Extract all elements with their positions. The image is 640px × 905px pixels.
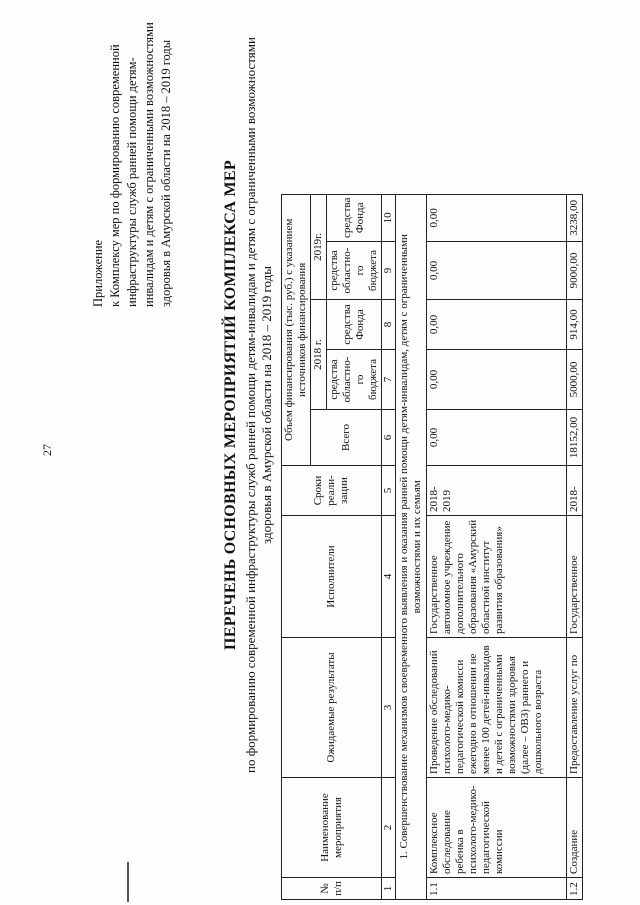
header-2018-regional: средства областно-го бюджета xyxy=(327,350,382,410)
row-2019-regional: 0,00 xyxy=(427,242,567,300)
document-subtitle: по формированию современной инфраструктуры служб ранней помощи детям-инвалидам и детям с ограниченными возможностями здоровья в Амурской области на 2018 – 2019 годы xyxy=(243,37,274,773)
appendix-text: к Комплексу мер по формированию современной инфраструктуры служб ранней помощи детям-инвалидам и детям с ограниченными возможностями здоровья в Амурской области на 2018 – 2019 годы xyxy=(108,22,173,307)
row-total: 0,00 xyxy=(427,410,567,466)
col-number: 5 xyxy=(382,466,396,516)
appendix-heading: Приложение xyxy=(91,239,105,307)
header-results: Ожидаемые результаты xyxy=(282,638,382,778)
row-terms: 2018- xyxy=(567,466,583,516)
row-name: Комплексное обследование ребенка в психолого-медико-педагогической комиссии xyxy=(427,778,567,878)
row-results: Проведение обследований психолого-медико-педагогической комисси ежегодно в отношении не менее 100 детей-инвалидов и детей с ограниченными возможностями здоровья (далее – ОВЗ) раннего и дошкольного возраста xyxy=(427,638,567,778)
col-number: 8 xyxy=(382,300,396,350)
col-number: 7 xyxy=(382,350,396,410)
header-terms: Сроки реали-зации xyxy=(282,466,382,516)
header-executor: Исполнители xyxy=(282,516,382,638)
table-row xyxy=(567,194,583,899)
row-num: 1.2 xyxy=(567,878,583,900)
header-2018-fund: средства Фонда xyxy=(327,300,382,350)
row-2019-fund: 3238,00 xyxy=(567,194,583,241)
section-row xyxy=(396,194,427,899)
row-2018-fund: 0,00 xyxy=(427,300,567,350)
row-2018-regional: 0,00 xyxy=(427,350,567,410)
col-number: 10 xyxy=(382,194,396,241)
row-terms: 2018-2019 xyxy=(427,466,567,516)
col-number: 3 xyxy=(382,638,396,778)
header-name: Наименование мероприятия xyxy=(282,778,382,878)
row-2019-regional: 9000,00 xyxy=(567,242,583,300)
row-name: Создание xyxy=(567,778,583,878)
row-2018-fund: 914,00 xyxy=(567,300,583,350)
row-2019-fund: 0,00 xyxy=(427,194,567,241)
row-num: 1.1 xyxy=(427,878,567,900)
header-2019-fund: средства Фонда xyxy=(327,194,382,241)
row-total: 18152,00 xyxy=(567,410,583,466)
header-total: Всего xyxy=(311,410,382,466)
header-num: № п/п xyxy=(282,878,382,900)
header-row xyxy=(282,194,311,899)
col-number: 6 xyxy=(382,410,396,466)
measures-table xyxy=(281,194,583,900)
row-results: Предоставление услуг по xyxy=(567,638,583,778)
document-title: ПЕРЕЧЕНЬ ОСНОВНЫХ МЕРОПРИЯТИЙ КОМПЛЕКСА МЕР xyxy=(222,160,239,650)
row-executor: Государственное xyxy=(567,516,583,638)
header-2018: 2018 г. xyxy=(311,300,327,410)
appendix-block xyxy=(90,17,175,307)
section-1-title: 1. Совершенствование механизмов своевременного выявления и оказания ранней помощи детям-инвалидам, детям с ограниченными возможностями и их семьям xyxy=(396,194,427,899)
header-funding: Объем финансирования (тыс. руб.) с указанием источников финансирования xyxy=(282,194,311,465)
column-number-row xyxy=(382,194,396,899)
col-number: 4 xyxy=(382,516,396,638)
header-2019: 2019г. xyxy=(311,194,327,299)
row-executor: Государственное автономное учреждение дополнительного образования «Амурский областной институт развития образования» xyxy=(427,516,567,638)
col-number: 1 xyxy=(382,878,396,900)
binding-mark xyxy=(127,862,129,902)
table-row xyxy=(427,194,567,899)
col-number: 2 xyxy=(382,778,396,878)
row-2018-regional: 5000,00 xyxy=(567,350,583,410)
header-2019-regional: средства областно-го бюджета xyxy=(327,242,382,300)
col-number: 9 xyxy=(382,242,396,300)
page-number: 27 xyxy=(40,444,54,456)
